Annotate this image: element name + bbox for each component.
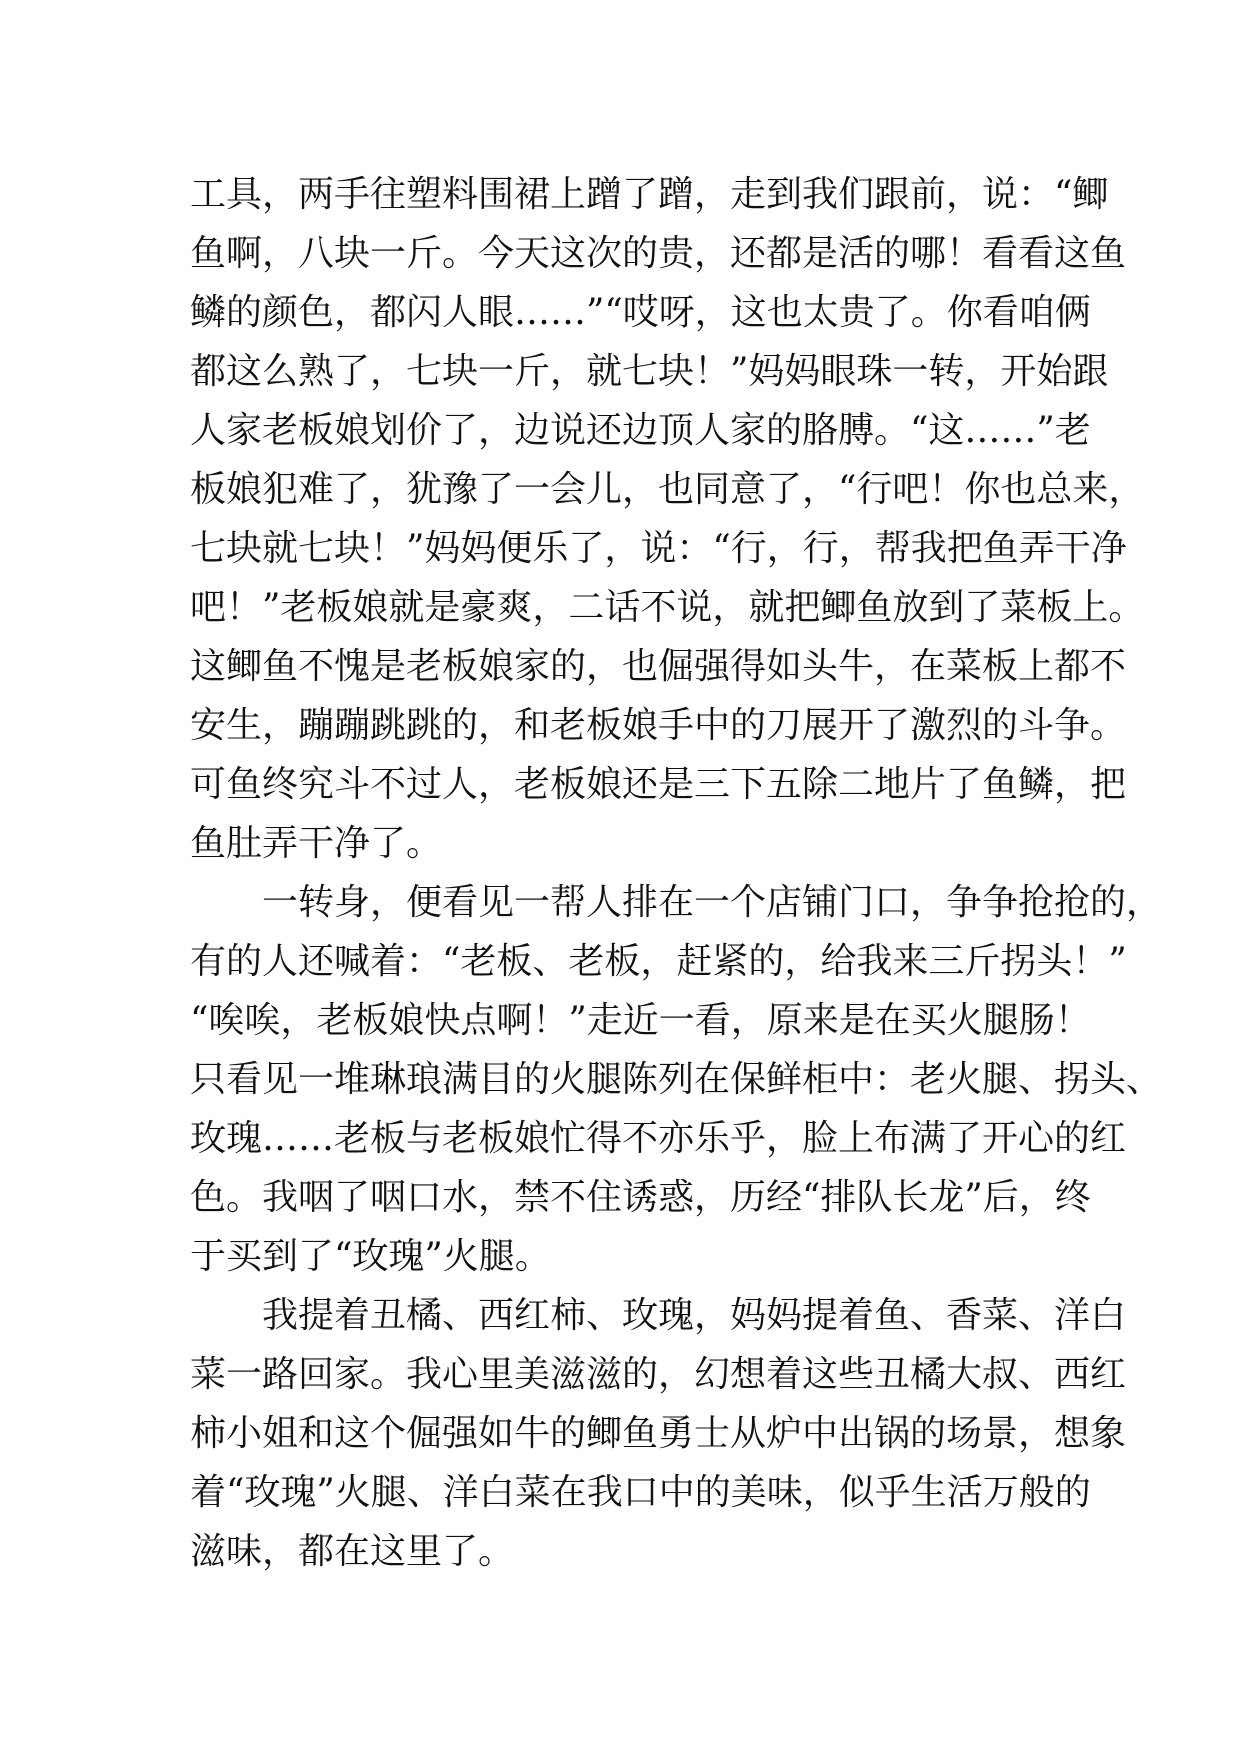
paragraph-first-line: 我提着丑橘、西红柿、玫瑰，妈妈提着鱼、香菜、洋白 (262, 1295, 1127, 1336)
text-line: 吧！”老板娘就是豪爽，二话不说，就把鲫鱼放到了菜板上。 (190, 587, 1145, 628)
text-line: 都这么熟了，七块一斤，就七块！”妈妈眼珠一转，开始跟 (190, 351, 1109, 392)
text-line: 可鱼终究斗不过人，老板娘还是三下五除二地片了鱼鳞，把 (190, 764, 1127, 805)
text-line: 这鲫鱼不愧是老板娘家的，也倔强得如头牛，在菜板上都不 (190, 646, 1127, 687)
text-line: 鱼肚弄干净了。 (190, 823, 443, 864)
text-line: 七块就七块！”妈妈便乐了，说：“行，行，帮我把鱼弄干净 (190, 528, 1127, 569)
text-line: 于买到了“玫瑰”火腿。 (190, 1236, 551, 1277)
text-line: 着“玫瑰”火腿、洋白菜在我口中的美味，似乎生活万般的 (190, 1472, 1091, 1513)
text-line: 安生，蹦蹦跳跳的，和老板娘手中的刀展开了激烈的斗争。 (190, 705, 1127, 746)
text-line: 滋味，都在这里了。 (190, 1531, 515, 1572)
text-line: 只看见一堆琳琅满目的火腿陈列在保鲜柜中：老火腿、拐头、 (190, 1059, 1163, 1100)
text-line: 鱼啊，八块一斤。今天这次的贵，还都是活的哪！看看这鱼 (190, 233, 1127, 274)
paragraph-first-line: 一转身，便看见一帮人排在一个店铺门口，争争抢抢的， (262, 882, 1163, 923)
text-line: 板娘犯难了，犹豫了一会儿，也同意了，“行吧！你也总来， (190, 469, 1145, 510)
text-line: 人家老板娘划价了，边说还边顶人家的胳膊。“这……”老 (190, 410, 1091, 451)
text-line: 鳞的颜色，都闪人眼……”“哎呀，这也太贵了。你看咱俩 (190, 292, 1091, 333)
text-line: 玫瑰……老板与老板娘忙得不亦乐乎，脸上布满了开心的红 (190, 1118, 1127, 1159)
body-text (190, 165, 1163, 1581)
text-line: 色。我咽了咽口水，禁不住诱惑，历经“排队长龙”后，终 (190, 1177, 1091, 1218)
text-line: “唉唉，老板娘快点啊！”走近一看，原来是在买火腿肠！ (190, 1000, 1091, 1041)
text-line: 工具，两手往塑料围裙上蹭了蹭，走到我们跟前，说：“鲫 (190, 174, 1109, 215)
text-line: 菜一路回家。我心里美滋滋的，幻想着这些丑橘大叔、西红 (190, 1354, 1127, 1395)
text-line: 有的人还喊着：“老板、老板，赶紧的，给我来三斤拐头！” (190, 941, 1127, 982)
text-line: 柿小姐和这个倔强如牛的鲫鱼勇士从炉中出锅的场景，想象 (190, 1413, 1127, 1454)
